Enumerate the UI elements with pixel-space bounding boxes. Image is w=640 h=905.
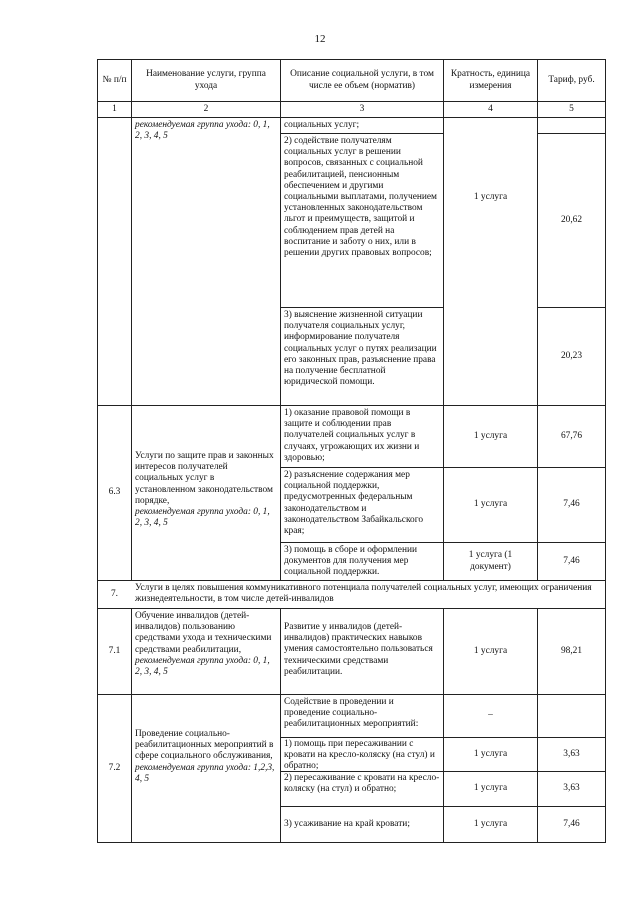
service-7-2-intro: Содействие в проведении и проведение социально-реабилитационных мероприятий: bbox=[284, 697, 419, 730]
service-6-2-item-1-end: социальных услуг; bbox=[284, 120, 360, 130]
service-name-6-3 bbox=[135, 451, 277, 529]
tariff-7-2-1: 3,63 bbox=[563, 748, 580, 759]
service-7-1-description: Развитие у инвалидов (детей-инвалидов) практических навыков умения самостоятельно пользоваться техническими средствами реабилитации. bbox=[284, 622, 433, 677]
service-7-2-item-1: 1) помощь при пересаживании с кровати на кресло-коляску (на стул) и обратно; bbox=[284, 739, 435, 772]
service-name-7-2-text: Проведение социально-реабилитационных мероприятий в сфере социального обслуживания, bbox=[135, 729, 274, 762]
care-group-6-2: рекомендуемая группа ухода: 0, 1, 2, 3, 4, 5 bbox=[135, 120, 270, 142]
header-name: Наименование услуги, группа ухода bbox=[146, 69, 266, 91]
header-num: № п/п bbox=[102, 74, 127, 85]
tariff-7-1: 98,21 bbox=[560, 645, 583, 656]
column-index-5: 5 bbox=[569, 103, 574, 114]
header-tariff: Тариф, руб. bbox=[548, 74, 595, 85]
page-number: 12 bbox=[314, 33, 326, 45]
service-6-2-item-3: 3) выяснение жизненной ситуации получателя социальных услуг, информирование получателя социальных услуг о путях реализации его законных прав, разъяснение права на получение бесплатной юридической помощи. bbox=[284, 310, 437, 388]
unit-7-2-3: 1 услуга bbox=[473, 818, 508, 829]
unit-6-2: 1 услуга bbox=[473, 192, 508, 203]
service-name-7-1 bbox=[135, 611, 277, 678]
unit-7-2-2: 1 услуга bbox=[473, 783, 508, 794]
service-7-2-item-3: 3) усаживание на край кровати; bbox=[284, 819, 410, 829]
column-index-3: 3 bbox=[359, 103, 365, 114]
tariff-6-2-2: 20,62 bbox=[560, 214, 583, 225]
care-group-6-3: рекомендуемая группа ухода: 0, 1, 2, 3, 4, 5 bbox=[135, 507, 270, 529]
row-num-6-3: 6.3 bbox=[108, 487, 121, 498]
unit-6-3-3: 1 услуга (1 документ) bbox=[468, 550, 513, 572]
tariff-6-3-2: 7,46 bbox=[563, 499, 580, 510]
service-6-3-item-3: 3) помощь в сборе и оформлении документов для получения мер социальной поддержки. bbox=[284, 545, 418, 578]
service-name-6-3-text: Услуги по защите прав и законных интересов получателей социальных услуг в установленном законодательством порядке, bbox=[135, 451, 274, 506]
tariff-6-3-1: 67,76 bbox=[560, 430, 583, 441]
tariff-7-2-3: 7,46 bbox=[563, 818, 580, 829]
header-description: Описание социальной услуги, в том числе ее объем (норматив) bbox=[290, 69, 434, 91]
service-name-7-2 bbox=[135, 729, 277, 785]
section-num-7: 7. bbox=[110, 588, 119, 599]
column-index-1: 1 bbox=[112, 103, 117, 114]
service-6-3-item-2: 2) разъяснение содержания мер социальной поддержки, предусмотренных федеральным законодательством и законодательством Забайкальского края; bbox=[284, 470, 424, 537]
service-7-2-item-2: 2) пересаживание с кровати на кресло-коляску (на стул) и обратно; bbox=[284, 773, 440, 795]
service-name-7-1-text: Обучение инвалидов (детей-инвалидов) пользованию средствами ухода и техническими средствами реабилитации, bbox=[135, 611, 272, 655]
care-group-7-2: рекомендуемая группа ухода: 1,2,3, 4, 5 bbox=[135, 762, 275, 784]
header-multiplicity: Кратность, единица измерения bbox=[450, 69, 531, 91]
row-num-7-1: 7.1 bbox=[108, 645, 121, 656]
care-group-7-1: рекомендуемая группа ухода: 0, 1, 2, 3, 4, 5 bbox=[135, 655, 270, 678]
service-6-3-item-1: 1) оказание правовой помощи в защите и соблюдении прав получателей социальных услуг в случаях, угрожающих их жизни и здоровью; bbox=[284, 408, 420, 463]
column-index-2: 2 bbox=[203, 103, 209, 114]
column-index-4: 4 bbox=[488, 103, 493, 114]
unit-7-1: 1 услуга bbox=[473, 645, 508, 656]
unit-7-2-1: 1 услуга bbox=[473, 748, 508, 759]
tariff-7-2-2: 3,63 bbox=[563, 783, 580, 794]
row-num-7-2: 7.2 bbox=[108, 762, 121, 773]
tariff-6-3-3: 7,46 bbox=[563, 555, 580, 566]
unit-6-3-2: 1 услуга bbox=[473, 499, 508, 510]
section-title-7: Услуги в целях повышения коммуникативного потенциала получателей социальных услуг, имеющих ограничения жизнедеятельности, в том числе детей-инвалидов bbox=[135, 583, 592, 605]
service-6-2-item-2: 2) содействие получателям социальных услуг в решении вопросов, связанных с социальной реабилитацией, пенсионным обеспечением и другими социальными выплатами, получением установленных законодательством льгот и преимуществ, защитой и соблюдением прав детей на воспитание и заботу о них, или в решении других правовых вопросов; bbox=[284, 136, 437, 259]
unit-6-3-1: 1 услуга bbox=[473, 430, 508, 441]
tariff-6-2-3: 20,23 bbox=[560, 350, 583, 361]
unit-7-2-intro: – bbox=[488, 710, 493, 721]
